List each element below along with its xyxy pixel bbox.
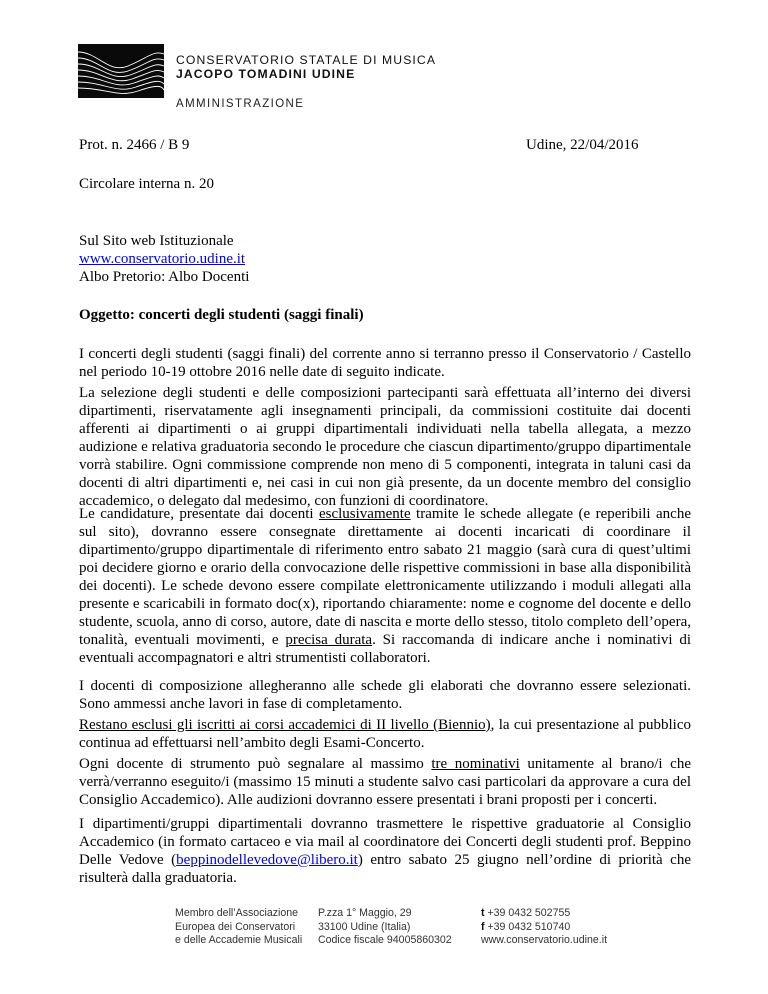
institution-name-line2: JACOPO TOMADINI UDINE xyxy=(176,67,356,81)
recipients-block xyxy=(79,232,691,286)
subject-text: concerti degli studenti (saggi finali) xyxy=(138,307,364,323)
subject-line xyxy=(79,306,691,324)
footer-phone xyxy=(481,907,607,921)
p6-text-b: unitamente al brano/i che verrà/verranno eseguito/i (massimo 15 minuti a studente salvo casi particolari da approvare a cura del Consiglio Accademico). Alle audizioni dovranno essere presentati i brani proposti per i concerti. xyxy=(79,756,691,808)
footer-association xyxy=(175,907,302,948)
letterhead-text xyxy=(176,53,436,111)
paragraph-5 xyxy=(79,716,691,752)
p3-underline-exclusively: esclusivamente xyxy=(318,506,411,522)
p6-text-a: Ogni docente di strumento può segnalare al massimo xyxy=(79,756,432,772)
p7-text-b: ) entro sabato 25 giugno nell’ordine di priorità che risulterà dalla graduatoria. xyxy=(79,852,691,886)
footer-col1-line2: Europea dei Conservatori xyxy=(175,920,296,933)
p7-text-a: I dipartimenti/gruppi dipartimentali dovranno trasmettere le rispettive graduatorie al Consiglio Accademico (in formato cartaceo e via mail al coordinatore dei Concerti degli studenti prof. Beppino Delle Vedove ( xyxy=(79,816,691,868)
footer-col2-line2: 33100 Udine (Italia) xyxy=(318,920,411,933)
p3-text-c: . Si raccomanda di indicare anche i nominativi di eventuali accompagnatori e altri strumentisti collaboratori. xyxy=(79,632,691,666)
footer-fax xyxy=(481,921,607,935)
phone-key: t xyxy=(481,907,485,919)
recipient-albo: Albo Pretorio: Albo Docenti xyxy=(79,269,250,285)
p3-underline-duration: precisa durata xyxy=(285,632,373,648)
paragraph-7 xyxy=(79,815,691,887)
phone-number: +39 0432 502755 xyxy=(484,907,571,919)
fax-key: f xyxy=(481,920,485,933)
website-link[interactable]: www.conservatorio.udine.it xyxy=(79,251,246,267)
conservatory-logo xyxy=(78,44,164,98)
paragraph-3 xyxy=(79,505,691,667)
paragraph-4: I docenti di composizione allegheranno alle schede gli elaborati che dovranno essere selezionati. Sono ammessi anche lavori in fase di completamento. xyxy=(79,678,691,712)
institution-name-line1: CONSERVATORIO STATALE DI MUSICA xyxy=(176,53,437,67)
p5-text-rest: , la cui presentazione al pubblico continua ad effettuarsi nell’ambito degli Esami-Concerto. xyxy=(79,717,691,751)
footer-col1-line1: Membro dell’Associazione xyxy=(175,907,299,919)
paragraph-2: La selezione degli studenti e delle composizioni partecipanti sarà effettuata all’interno dei diversi dipartimenti, riservatamente agli insegnamenti principali, da commissioni costituite dai docenti afferenti ai dipartimenti o ai gruppi dipartimentali individuati nella tabella allegata, a mezzo audizione e relativa graduatoria secondo le procedure che ciascun dipartimento/gruppo dipartimentale vorrà stabilire. Ogni commissione comprende non meno di 5 componenti, integrata in taluni casi da docenti di altri dipartimenti e, nei casi in cui non già presente, da un docente membro del consiglio accademico, o delegato dal medesimo, con funzioni di coordinatore. xyxy=(79,385,691,509)
fax-number: +39 0432 510740 xyxy=(484,920,571,933)
footer-col1-line3: e delle Accademie Musicali xyxy=(175,934,303,946)
p3-text-a: Le candidature, presentate dai docenti xyxy=(79,506,319,522)
footer-contacts xyxy=(481,907,607,948)
p5-underline-excluded: Restano esclusi gli iscritti ai corsi accademici di II livello (Biennio) xyxy=(79,717,491,733)
circular-number: Circolare interna n. 20 xyxy=(79,176,214,192)
department-name: AMMINISTRAZIONE xyxy=(176,98,305,110)
paragraph-6 xyxy=(79,755,691,809)
p6-underline-three-names: tre nominativi xyxy=(431,756,520,772)
protocol-number: Prot. n. 2466 / B 9 xyxy=(79,137,190,153)
p3-text-b: tramite le schede allegate (e reperibili anche sul sito), dovranno essere consegnate direttamente ai docenti incaricati di coordinare il dipartimento/gruppo dipartimentale di riferimento entro sabato 21 maggio (sarà cura di quest’ultimi poi decidere giorno e orario della convocazione delle rispettive commissioni in base alla disponibilità dei docenti). Le schede devono essere compilate elettronicamente utilizzando i moduli allegati alla presente e scaricabili in formato doc(x), riportando chiaramente: nome e cognome del docente e dello studente, scuola, anno di corso, autore, date di nascita e morte dello stesso, titolo completo dell’opera, tonalità, eventuali movimenti, e xyxy=(79,506,691,648)
subject-label: Oggetto xyxy=(79,307,130,323)
subject-colon: : xyxy=(129,307,139,323)
coordinator-email-link[interactable]: beppinodellevedove@libero.it xyxy=(176,852,358,868)
footer-address xyxy=(318,907,452,948)
recipient-website-label: Sul Sito web Istituzionale xyxy=(79,233,234,249)
footer-website: www.conservatorio.udine.it xyxy=(481,934,608,946)
footer-col2-line1: P.zza 1° Maggio, 29 xyxy=(318,907,412,919)
place-date: Udine, 22/04/2016 xyxy=(526,137,639,153)
paragraph-1: I concerti degli studenti (saggi finali) del corrente anno si terranno presso il Conservatorio / Castello nel periodo 10-19 ottobre 2016 nelle date di seguito indicate. xyxy=(79,346,691,380)
footer-col2-line3: Codice fiscale 94005860302 xyxy=(318,934,452,946)
